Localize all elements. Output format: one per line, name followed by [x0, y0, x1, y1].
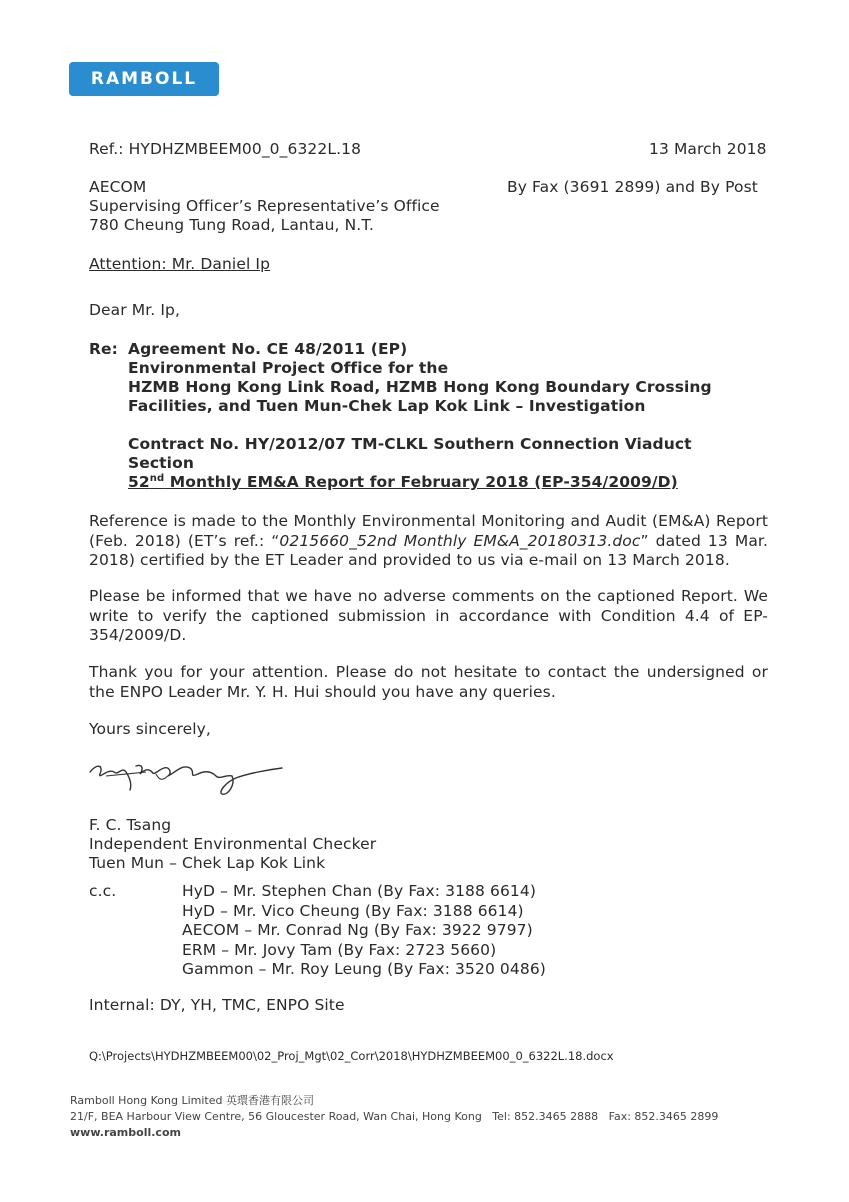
- cc-item: ERM – Mr. Jovy Tam (By Fax: 2723 5660): [182, 940, 497, 959]
- re-label: Re:: [89, 340, 118, 358]
- ramboll-logo: RAMBOLL: [69, 62, 219, 96]
- report-ordinal: nd: [149, 472, 165, 484]
- addressee-office: Supervising Officer’s Representative’s Office: [89, 197, 440, 215]
- re-report-title: [128, 473, 678, 493]
- para1-doc-ref: 0215660_52nd Monthly EM&A_20180313.doc: [279, 531, 641, 550]
- addressee-address: 780 Cheung Tung Road, Lantau, N.T.: [89, 216, 375, 234]
- para1-text-a: Reference is made to the Monthly Environmental Monitoring and Audit (EM&A) Report (Feb. 2018) (ET’s ref.: “: [89, 512, 768, 550]
- re-contract: Contract No. HY/2012/07 TM-CLKL Southern Connection Viaduct: [128, 435, 692, 453]
- letter-date: 13 March 2018: [649, 140, 767, 158]
- re-contract-section: Section: [128, 454, 194, 472]
- re-project-line1: HZMB Hong Kong Link Road, HZMB Hong Kong Boundary Crossing: [128, 378, 712, 396]
- cc-item: HyD – Mr. Vico Cheung (By Fax: 3188 6614): [182, 901, 524, 920]
- signer-name: F. C. Tsang: [89, 816, 172, 834]
- signer-project: Tuen Mun – Chek Lap Kok Link: [89, 854, 326, 872]
- report-title-text: Monthly EM&A Report for February 2018 (EP-354/2009/D): [164, 473, 678, 491]
- re-project-office: Environmental Project Office for the: [128, 359, 449, 377]
- paragraph-reference: [89, 512, 768, 571]
- report-number: 52: [128, 473, 150, 491]
- cc-label: c.c.: [89, 882, 117, 900]
- footer-website[interactable]: www.ramboll.com: [70, 1126, 181, 1139]
- closing: Yours sincerely,: [89, 720, 211, 738]
- cc-item: AECOM – Mr. Conrad Ng (By Fax: 3922 9797): [182, 921, 533, 939]
- para1-text-b: ” dated 13 Mar. 2018) certified by the ET Leader and provided to us via e-mail on 13 March 2018.: [89, 531, 769, 569]
- footer-street: 21/F, BEA Harbour View Centre, 56 Gloucester Road, Wan Chai, Hong Kong: [70, 1110, 482, 1123]
- footer-fax: Fax: 852.3465 2899: [608, 1110, 719, 1123]
- cc-item: Gammon – Mr. Roy Leung (By Fax: 3520 0486): [182, 960, 546, 978]
- paragraph-no-comments: Please be informed that we have no adverse comments on the captioned Report. We write to verify the captioned submission in accordance with Condition 4.4 of EP-354/2009/D.: [89, 587, 768, 644]
- footer-address: [70, 1109, 718, 1125]
- file-path: Q:\Projects\HYDHZMBEEM00\02_Proj_Mgt\02_Corr\2018\HYDHZMBEEM00_0_6322L.18.docx: [89, 1049, 614, 1063]
- re-agreement: Agreement No. CE 48/2011 (EP): [128, 340, 408, 358]
- cc-list: [182, 882, 546, 980]
- attention-line: Attention: Mr. Daniel Ip: [89, 255, 271, 273]
- salutation: Dear Mr. Ip,: [89, 301, 180, 319]
- footer-company: Ramboll Hong Kong Limited 英環香港有限公司: [70, 1094, 314, 1107]
- reference-number: Ref.: HYDHZMBEEM00_0_6322L.18: [89, 140, 362, 158]
- footer-tel: Tel: 852.3465 2888: [492, 1110, 599, 1123]
- signer-title: Independent Environmental Checker: [89, 835, 377, 853]
- paragraph-thanks: Thank you for your attention. Please do not hesitate to contact the undersigned or the ENPO Leader Mr. Y. H. Hui should you have any queries.: [89, 663, 768, 701]
- cc-item: HyD – Mr. Stephen Chan (By Fax: 3188 6614): [182, 882, 537, 900]
- addressee-company: AECOM: [89, 178, 147, 196]
- delivery-method: By Fax (3691 2899) and By Post: [507, 178, 758, 196]
- re-project-line2: Facilities, and Tuen Mun-Chek Lap Kok Link – Investigation: [128, 397, 646, 415]
- internal-distribution: Internal: DY, YH, TMC, ENPO Site: [89, 996, 345, 1014]
- signature-image: [86, 754, 286, 804]
